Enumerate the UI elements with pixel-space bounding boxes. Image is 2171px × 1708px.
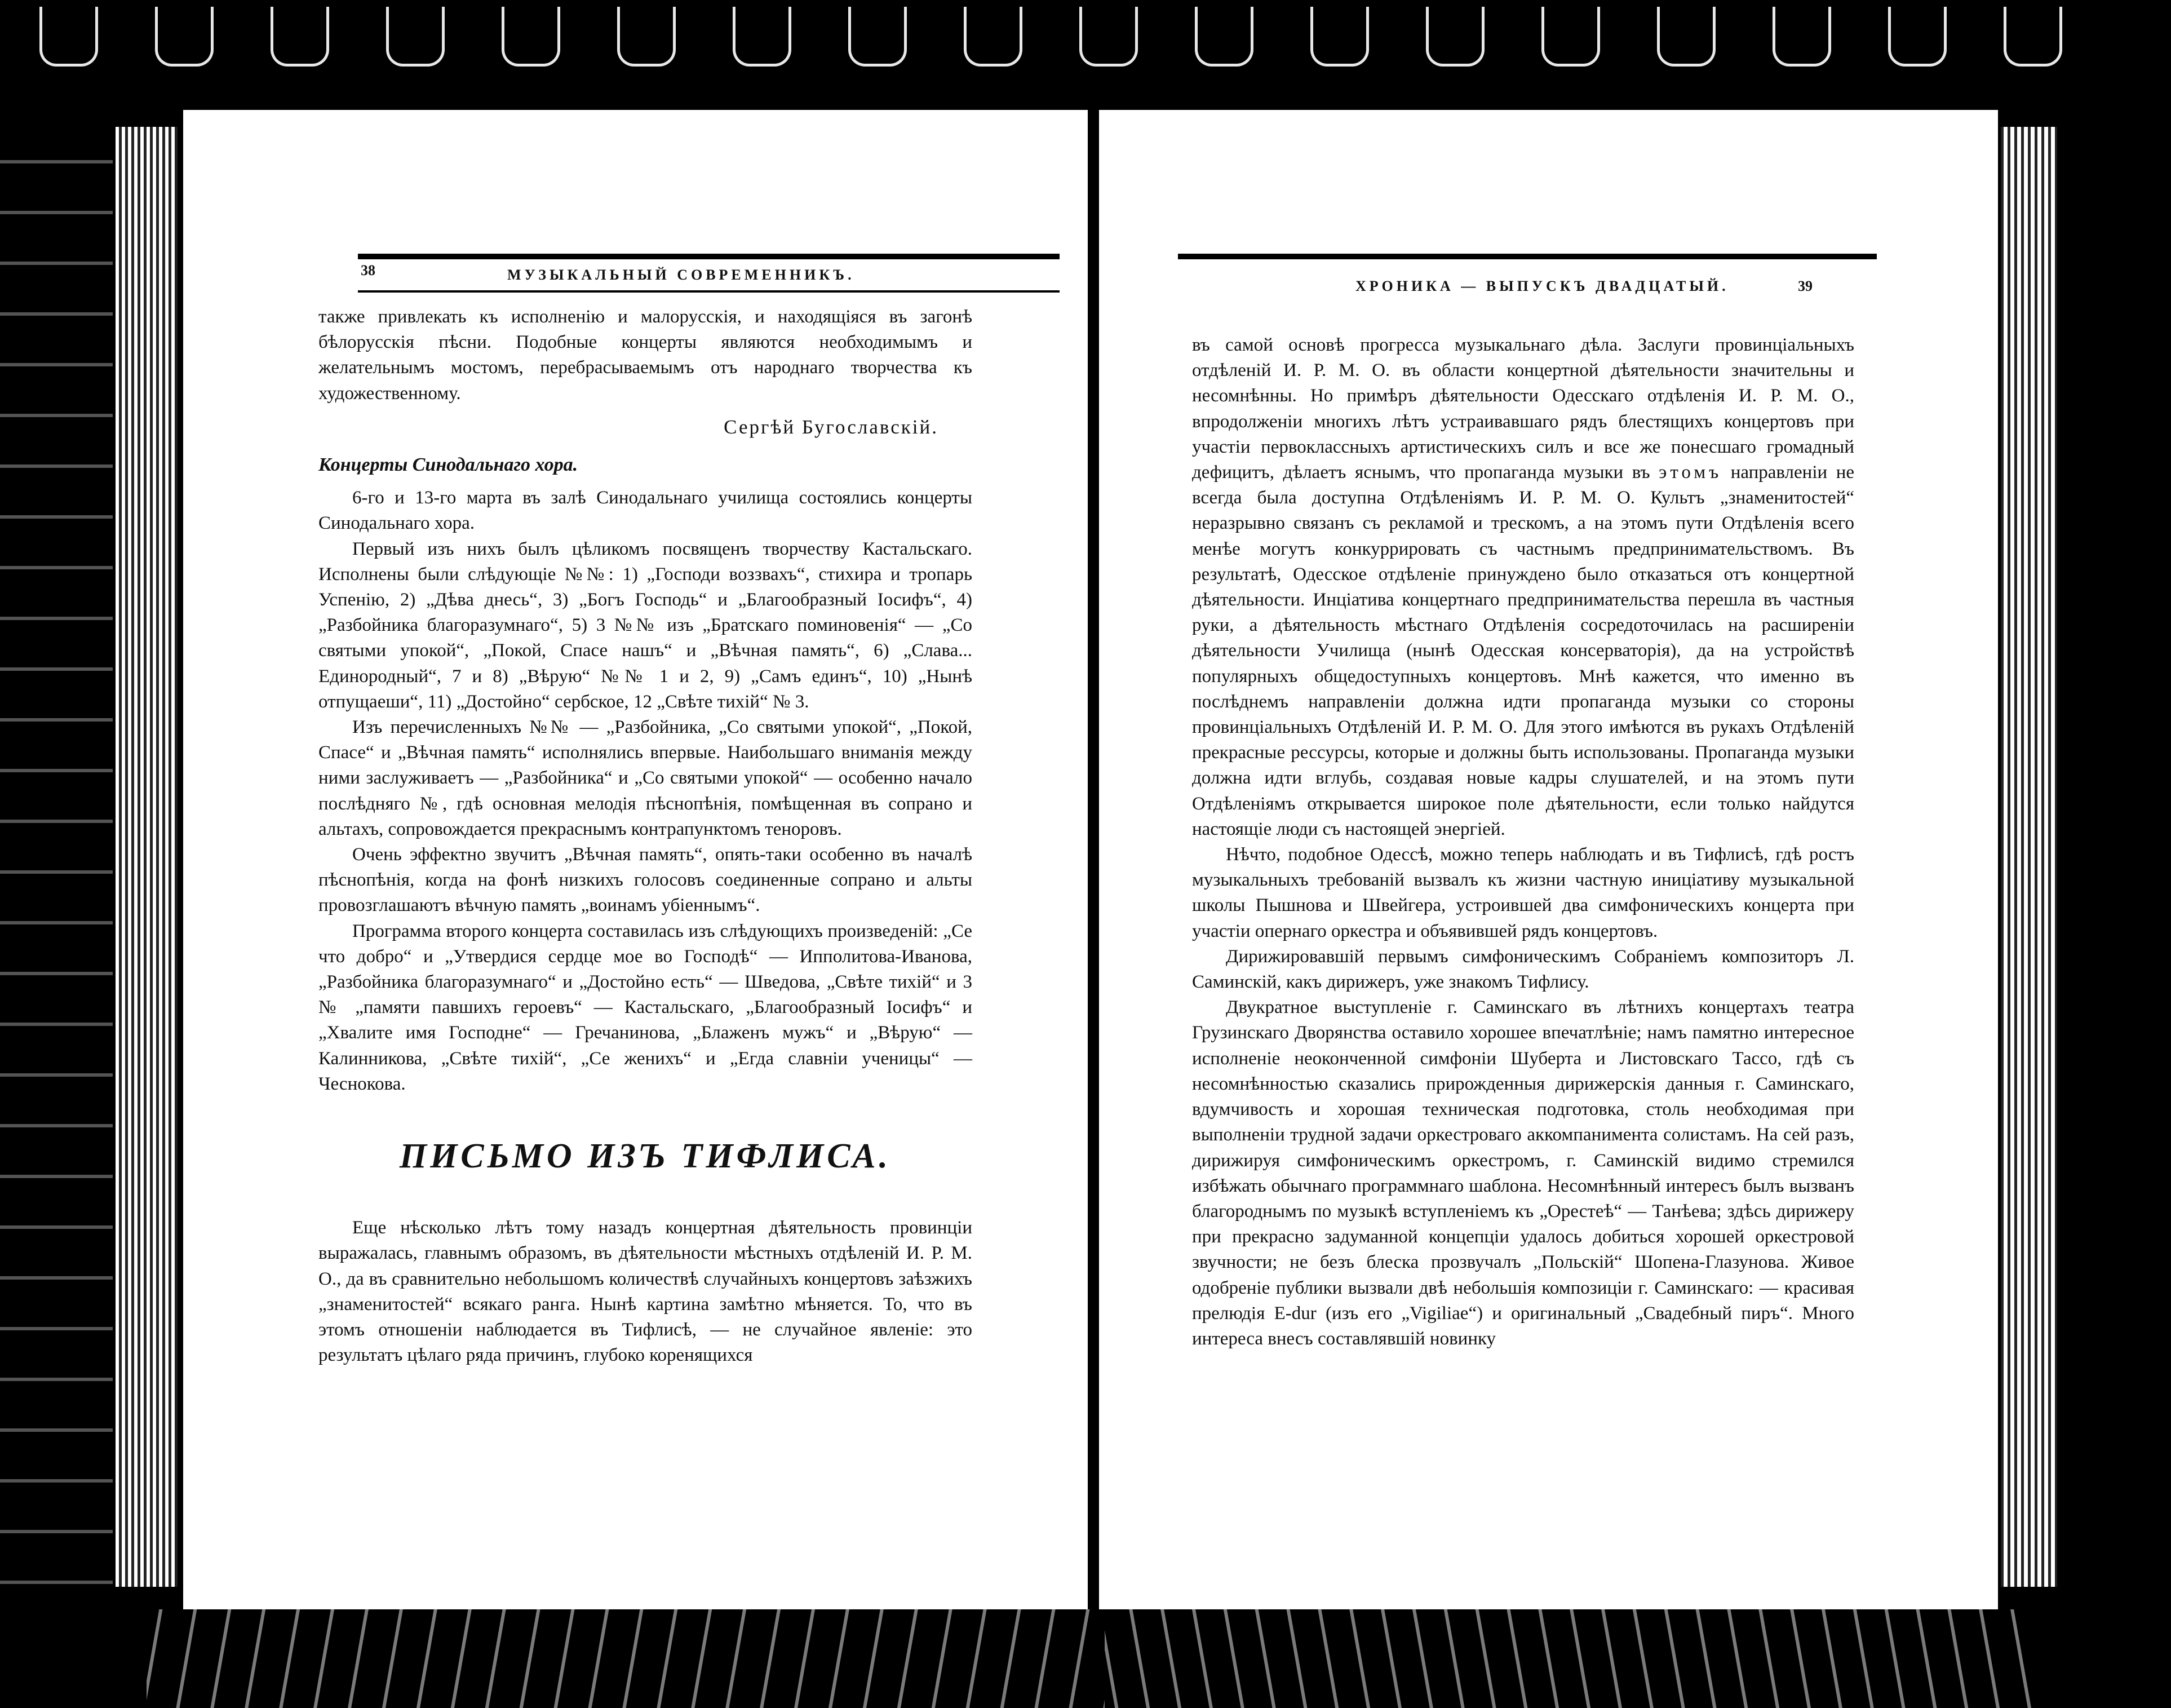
paragraph: Программа второго концерта составилась изъ слѣдующихъ произведеній: „Се что добро“ и „Утвердися сердце мое во Господѣ“ — Ипполитова-Иванова, „Разбойника благоразумнаго“ и „Достойно есть“ — Шведова, „Свѣте тихій“ и 3 № „памяти павшихъ героевъ“ — Кастальскаго, „Благообразный Іосифъ“ и „Хвалите имя Господне“ — Гречанинова, „Блаженъ мужъ“ и „Вѣрую“ — Калинникова, „Свѣте тихій“, „Се женихъ“ и „Егда славніи ученицы“ — Чеснокова. <box>318 921 972 1094</box>
sprocket-hole <box>386 7 445 67</box>
sprocket-hole <box>271 7 329 67</box>
paragraph: Изъ перечисленныхъ №№ — „Разбойника, „Со святыми упокой“, „Покой, Спасе“ и „Вѣчная память“ исполнялись впервые. Наибольшаго вниманія между ними заслуживаетъ — „Разбойника“ и „Со святыми упокой“ — особенно начало послѣдняго №, гдѣ основная мелодія пѣснопѣнія, помѣщенная въ сопрано и альтахъ, сопровождается прекраснымъ контрапунктомъ теноровъ. <box>318 717 972 839</box>
sprocket-hole <box>1657 7 1716 67</box>
section-subheading: Концерты Синодальнаго хора. <box>318 454 578 476</box>
sprocket-hole <box>1310 7 1369 67</box>
scan-border-bottom <box>147 1609 1105 1708</box>
sprocket-hole <box>617 7 676 67</box>
page-number: 38 <box>361 262 375 278</box>
article-title: ПИСЬМО ИЗЪ ТИФЛИСА. <box>399 1137 892 1176</box>
paragraph: также привлекать къ исполненію и малорусскія, и находящіяся въ загонѣ бѣлорусскія пѣсни. Подобные концерты являются необходимымъ и желательнымъ мостомъ, перебрасываемымъ отъ народнаго творчества къ художественному. <box>318 307 972 404</box>
signature: Сергѣй Бугославскій. <box>724 415 938 438</box>
sprocket-hole <box>1195 7 1253 67</box>
sprocket-hole <box>1773 7 1831 67</box>
sprocket-hole <box>1888 7 1947 67</box>
paragraph <box>1192 333 1854 842</box>
paragraph-part: направленіи не всегда была доступна Отдѣленіямъ И. Р. М. О. Культъ „знаменитостей“ неразрывно связанъ съ рекламой и трескомъ, а на этомъ пути Отдѣленія всего менѣе могутъ конкуррировать съ частнымъ предпринимательствомъ. Въ результатѣ, Одесское отдѣленіе принуждено было отказаться отъ концертной дѣятельности. Инціатива концертнаго предпринимательства перешла въ частныя руки, а дѣятельность мѣстнаго Отдѣленія сосредоточилась на расширеніи дѣятельности Училища (нынѣ Одесская консерваторія), да на устройствѣ популярныхъ общедоступныхъ концертовъ. Мнѣ кажется, что именно въ послѣднемъ направленіи должна идти пропаганда музыки со стороны провинціальныхъ Отдѣленій И. Р. М. О. Для этого имѣются въ рукахъ Отдѣленій прекрасные рессурсы, которые и должны быть использованы. Пропаганда музыки должна идти вглубь, создавая новые кадры слушателей, и на этомъ пути Отдѣленіямъ открывается широкое поле дѣятельности, если только найдутся настоящіе люди съ настоящей энергіей. <box>1192 462 1855 839</box>
book-page-edges-right <box>2001 127 2057 1587</box>
sprocket-hole <box>1541 7 1600 67</box>
sprocket-hole <box>964 7 1022 67</box>
sprocket-hole <box>733 7 791 67</box>
sprocket-hole <box>502 7 560 67</box>
sprocket-hole <box>1426 7 1485 67</box>
paragraph: Нѣчто, подобное Одессѣ, можно теперь наблюдать и въ Тифлисѣ, гдѣ ростъ музыкальныхъ требованій вызвалъ къ жизни частную иниціативу музыкальной школы Пышнова и Швейгера, устроившей два симфоническихъ концерта при участіи опернаго оркестра и объявившей рядъ концертовъ. <box>1192 844 1854 941</box>
paragraph: Первый изъ нихъ былъ цѣликомъ посвященъ творчеству Кастальскаго. Исполнены были слѣдующіе №№: 1) „Господи воззвахъ“, стихира и тропарь Успенію, 2) „Дѣва днесь“, 3) „Богъ Господь“ и „Благообразный Іосифъ“, 4) „Разбойника благоразумнаго“, 5) 3 №№ изъ „Братскаго поминовенія“ — „Со святыми упокой“, „Покой, Спасе нашъ“ и „Вѣчная память“, 6) „Слава... Единородный“, 7 и 8) „Вѣрую“ №№ 1 и 2, 9) „Самъ единъ“, 10) „Нынѣ отпущаеши“, 11) „Достойно“ сербское, 12 „Свѣте тихій“ № 3. <box>318 538 972 712</box>
paragraph: Еще нѣсколько лѣтъ тому назадъ концертная дѣятельность провинціи выражалась, главнымъ образомъ, въ дѣятельности мѣстныхъ отдѣленій И. Р. М. О., да въ сравнительно небольшомъ количествѣ случайныхъ концертовъ заѣзжихъ „знаменитостей“ всякаго ранга. Нынѣ картина замѣтно мѣняется. То, что въ этомъ отношеніи наблюдается въ Тифлисѣ, — не случайное явленіе: это результатъ цѣлаго ряда причинъ, глубоко коренящихся <box>318 1218 972 1366</box>
sprocket-hole <box>2004 7 2062 67</box>
scan-border-left <box>0 113 113 1607</box>
paragraph-part: въ самой основѣ прогресса музыкальнаго дѣла. Заслуги провинціальныхъ отдѣленій И. Р. М. О. въ области концертной дѣятельности значительны и несомнѣнны. Но примѣръ дѣятельности Одесскаго отдѣленія И. Р. М. О., впродолженіи многихъ лѣтъ устраивавшаго рядъ блестящихъ концертовъ при участіи первоклассныхъ артистическихъ силъ и все же понесшаго громадный дефицитъ, дѣлаетъ яснымъ, что пропаганда музыки въ <box>1192 335 1854 483</box>
paragraph: 6-го и 13-го марта въ залѣ Синодальнаго училища состоялись концерты Синодальнаго хора. <box>318 488 972 534</box>
paragraph: Двукратное выступленіе г. Саминскаго въ лѣтнихъ концертахъ театра Грузинскаго Дворянства оставило хорошее впечатлѣніе; намъ памятно интересное исполненіе неоконченной симфоніи Шуберта и Листовскаго Тассо, гдѣ съ несомнѣнностью сказались прирожденныя дирижерскія данныя г. Саминскаго, вдумчивость и хорошая техническая подготовка, столь необходимая при выполненіи трудной задачи оркестроваго аккомпанимента солистамъ. На сей разъ, дирижируя симфоническимъ оркестромъ, г. Саминскій видимо стремился избѣжать обычнаго программнаго шаблона. Несомнѣнный интересъ былъ вызванъ благороднымъ по музыкѣ вступленіемъ къ „Орестеѣ“ — Танѣева; здѣсь дирижеру при прекрасно задуманной концепціи удалось добиться хорошей оркестровой звучности; не безъ блеска прозвучалъ „Польскій“ Шопена-Глазунова. Живое одобреніе публики вызвали двѣ небольшія композиціи г. Саминскаго: — красивая прелюдія E-dur (изъ его „Vigiliae“) и оригинальный „Свадебный пиръ“. Много интереса внесъ составлявшій новинку <box>1192 997 1854 1349</box>
right-page-body <box>1192 333 1854 1352</box>
running-head: ХРОНИКА — ВЫПУСКЪ ДВАДЦАТЫЙ. <box>1355 278 1729 294</box>
paragraph: Очень эффектно звучитъ „Вѣчная память“, опять-таки особенно въ началѣ пѣснопѣнія, когда на фонѣ низкихъ голосовъ соединенные сопрано и альты провозглашаютъ вѣчную память „воинамъ убіеннымъ“. <box>318 844 972 916</box>
running-head: МУЗЫКАЛЬНЫЙ СОВРЕМЕННИКЪ. <box>507 267 855 283</box>
header-rule-thick <box>1178 254 1877 259</box>
left-page <box>183 110 1088 1609</box>
sprocket-hole <box>1079 7 1138 67</box>
sprocket-hole <box>155 7 214 67</box>
sprocket-hole <box>848 7 907 67</box>
right-page <box>1099 110 1998 1609</box>
film-sprocket-strip <box>0 0 2171 85</box>
scan-border-bottom <box>1105 1609 2035 1708</box>
header-rule-thin <box>358 290 1060 293</box>
paragraph: Дирижировавшій первымъ симфоническимъ Собраніемъ композиторъ Л. Саминскій, какъ дирижеръ, уже знакомъ Тифлису. <box>1192 946 1854 993</box>
spaced-word: этомъ <box>1659 462 1722 483</box>
book-page-edges-left <box>116 127 178 1587</box>
sprocket-hole <box>39 7 98 67</box>
page-number: 39 <box>1798 278 1813 294</box>
header-rule-thick <box>358 254 1060 259</box>
left-page-body <box>318 304 972 1368</box>
